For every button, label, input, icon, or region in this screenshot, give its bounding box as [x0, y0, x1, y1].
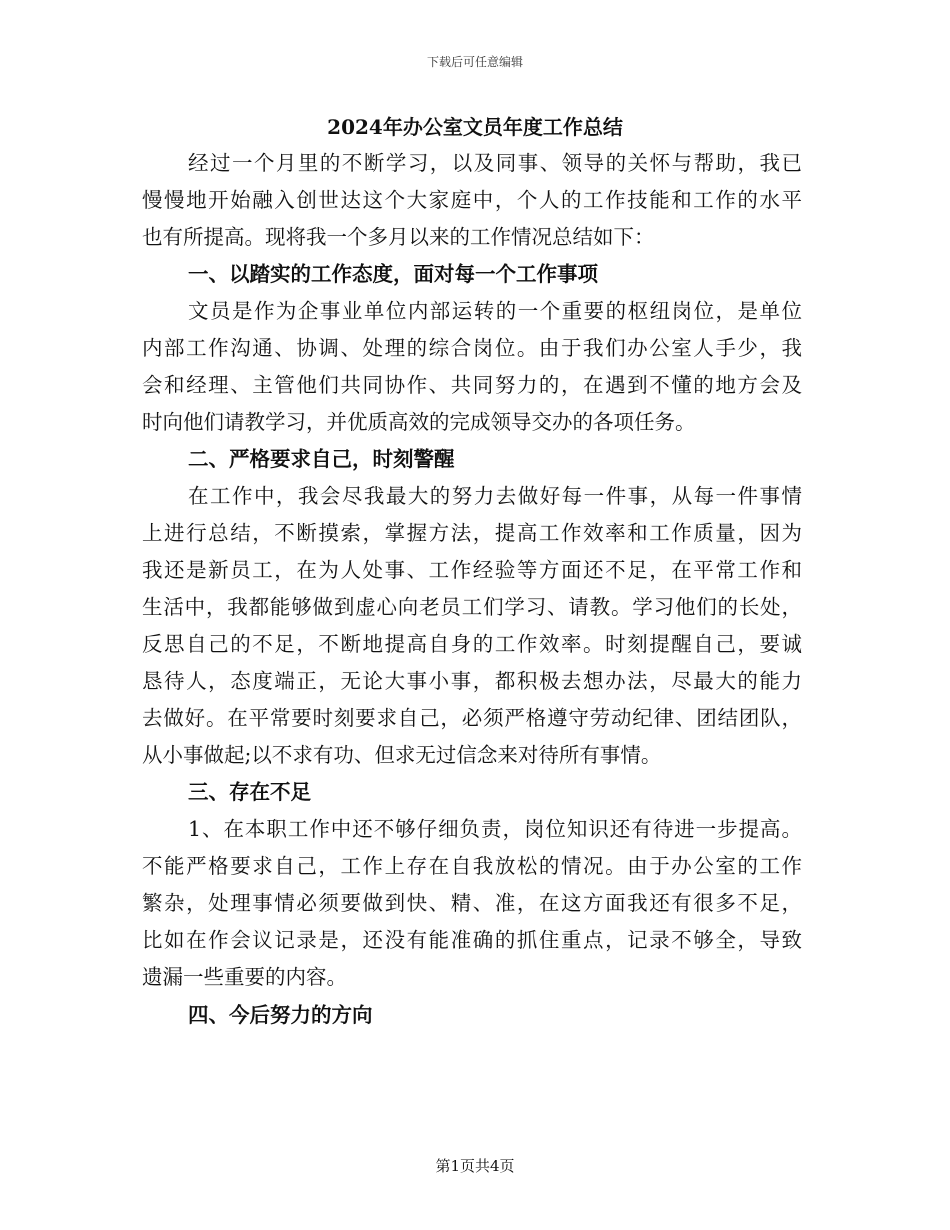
para-1-line-1: 经过一个月里的不断学习，以及同事、领导的关怀与帮助，我已	[188, 151, 802, 175]
para-1-line-3: 也有所提高。现将我一个多月以来的工作情况总结如下：	[142, 225, 655, 249]
para-2-line-1: 文员是作为企事业单位内部运转的一个重要的枢纽岗位，是单位	[188, 299, 802, 323]
para-3-line-5: 反思自己的不足，不断地提高自身的工作效率。时刻提醒自己，要诚	[142, 632, 802, 656]
para-4-line-1: 1、在本职工作中还不够仔细负责，岗位知识还有待进一步提高。	[188, 817, 802, 841]
section-heading-2: 二、严格要求自己，时刻警醒	[188, 447, 455, 471]
para-3-line-7: 去做好。在平常要时刻要求自己，必须严格遵守劳动纪律、团结团队，	[142, 706, 802, 730]
para-4-line-4: 比如在作会议记录是，还没有能准确的抓住重点，记录不够全，导致	[142, 928, 802, 952]
para-3-line-1: 在工作中，我会尽我最大的努力去做好每一件事，从每一件事情	[188, 484, 802, 508]
para-3-line-8: 从小事做起;以不求有功、但求无过信念来对待所有事情。	[142, 743, 662, 767]
para-4-line-2: 不能严格要求自己，工作上存在自我放松的情况。由于办公室的工作	[142, 854, 802, 878]
page-header: 下载后可任意编辑	[426, 55, 523, 69]
section-heading-3: 三、存在不足	[188, 780, 311, 804]
para-4-line-5: 遗漏一些重要的内容。	[142, 965, 347, 989]
para-3-line-4: 生活中，我都能够做到虚心向老员工们学习、请教。学习他们的长处，	[142, 595, 802, 619]
para-2-line-3: 会和经理、主管他们共同协作、共同努力的，在遇到不懂的地方会及	[142, 373, 802, 397]
para-4-line-3: 繁杂，处理事情必须要做到快、精、准，在这方面我还有很多不足，	[142, 891, 802, 915]
para-1-line-2: 慢慢地开始融入创世达这个大家庭中，个人的工作技能和工作的水平	[142, 188, 802, 212]
document-title: 2024年办公室文员年度工作总结	[327, 115, 623, 139]
para-2-line-4: 时向他们请教学习，并优质高效的完成领导交办的各项任务。	[142, 410, 696, 434]
para-3-line-3: 我还是新员工，在为人处事、工作经验等方面还不足，在平常工作和	[142, 558, 802, 582]
page-footer: 第1页共4页	[435, 1157, 515, 1175]
para-3-line-2: 上进行总结，不断摸索，掌握方法，提高工作效率和工作质量，因为	[142, 521, 802, 545]
section-heading-1: 一、以踏实的工作态度，面对每一个工作事项	[188, 262, 598, 286]
para-2-line-2: 内部工作沟通、协调、处理的综合岗位。由于我们办公室人手少，我	[142, 336, 802, 360]
section-heading-4: 四、今后努力的方向	[188, 1003, 373, 1027]
para-3-line-6: 恳待人，态度端正，无论大事小事，都积极去想办法，尽最大的能力	[142, 669, 802, 693]
